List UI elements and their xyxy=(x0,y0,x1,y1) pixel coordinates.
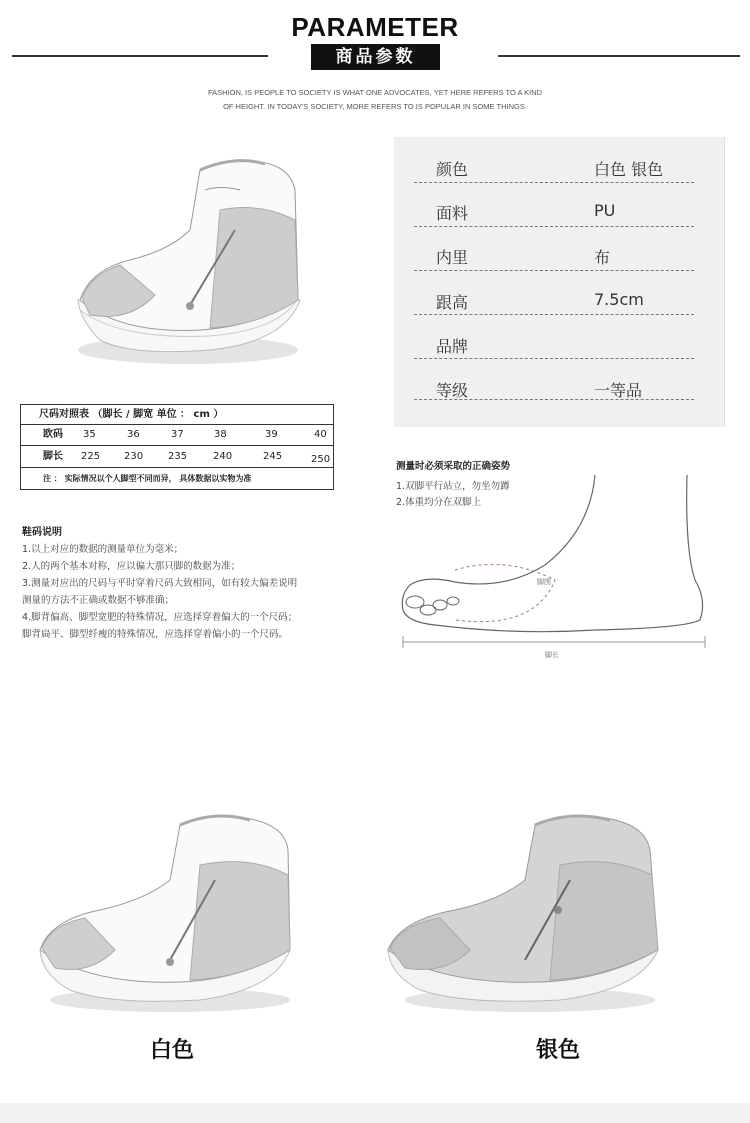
title-divider-right xyxy=(498,55,740,57)
product-image-silver xyxy=(380,810,670,1015)
spec-label: 跟高 xyxy=(436,293,469,312)
spec-divider xyxy=(414,182,694,183)
foot-length-label: 脚长 xyxy=(545,651,559,659)
size-chart-note-text: 注 ： 实际情况以个人脚型不同而异， 具体数据以实物为准 xyxy=(43,474,252,483)
spec-value: 一等品 xyxy=(594,381,643,400)
spec-divider xyxy=(414,226,694,227)
spec-value: PU xyxy=(594,201,616,220)
spec-value: 布 xyxy=(594,248,611,267)
size-note-line: 4.脚背偏高、脚型宽肥的特殊情况，应选择穿着偏大的一个尺码； xyxy=(22,612,298,623)
size-note-line: 1.以上对应的数据的测量单位为毫米； xyxy=(22,544,184,555)
size-row-length xyxy=(21,446,333,468)
spec-divider xyxy=(414,270,694,271)
size-chart-note xyxy=(21,468,333,489)
size-note-line: 脚背扁平、脚型纤瘦的特殊情况，应选择穿着偏小的一个尺码。 xyxy=(22,629,289,640)
size-cell: 240 xyxy=(213,451,233,462)
spec-row xyxy=(394,231,725,275)
spec-label: 品牌 xyxy=(436,337,469,356)
spec-row xyxy=(394,187,725,231)
tagline-line-2: OF HEIGHT. IN TODAY'S SOCIETY, MORE REFERS TO IS POPULAR IN SOME THINGS. xyxy=(223,102,527,111)
size-cell: 35 xyxy=(83,429,96,440)
size-chart-title: 尺码对照表 （脚长 / 脚宽 单位 ： cm ） xyxy=(39,409,224,420)
size-cell: 235 xyxy=(168,451,188,462)
size-notes-title: 鞋码说明 xyxy=(22,527,62,538)
spec-divider xyxy=(414,399,694,400)
size-note-line: 2.人的两个基本对称，应以偏大那只脚的数据为准； xyxy=(22,561,241,572)
size-cell: 250 xyxy=(311,454,331,465)
spec-row xyxy=(394,364,725,408)
foot-girth-label: 脚围 xyxy=(537,578,551,586)
spec-label: 面料 xyxy=(436,204,469,223)
foot-diagram xyxy=(395,470,715,665)
measure-instruction: 1.双脚平行站立，勿坐勿蹲 xyxy=(396,481,510,492)
size-cell: 245 xyxy=(263,451,283,462)
size-cell: 39 xyxy=(265,429,278,440)
tagline xyxy=(150,86,600,114)
title-divider-left xyxy=(12,55,268,57)
size-cell: 38 xyxy=(214,429,227,440)
footer-band xyxy=(0,1103,750,1123)
color-label-silver: 银色 xyxy=(536,1038,581,1063)
size-cell: 230 xyxy=(124,451,144,462)
size-cell: 36 xyxy=(127,429,140,440)
tagline-line-1: FASHION, IS PEOPLE TO SOCIETY IS WHAT ONE ADVOCATES, YET HERE REFERS TO A KIND xyxy=(207,88,543,97)
measure-instruction: 2.体重均分在双脚上 xyxy=(396,497,482,508)
spec-label: 颜色 xyxy=(436,160,469,179)
size-row-label: 脚长 xyxy=(43,451,63,462)
size-chart xyxy=(20,404,334,490)
size-cell: 225 xyxy=(81,451,101,462)
size-note-line: 测量的方法不正确或数据不够准确； xyxy=(22,595,175,606)
size-cell: 37 xyxy=(171,429,184,440)
spec-label: 等级 xyxy=(436,381,469,400)
spec-label: 内里 xyxy=(436,248,469,267)
size-cell: 40 xyxy=(314,429,327,440)
page-title: PARAMETER xyxy=(291,12,459,42)
product-image-main xyxy=(60,150,310,375)
size-row-eu xyxy=(21,425,333,446)
measure-title: 测量时必须采取的正确姿势 xyxy=(396,461,511,472)
spec-value: 7.5cm xyxy=(594,290,644,309)
product-image-white xyxy=(30,810,300,1015)
size-row-label: 欧码 xyxy=(43,429,63,440)
page-subtitle: 商品参数 xyxy=(311,44,440,70)
spec-divider xyxy=(414,314,694,315)
spec-row xyxy=(394,143,725,187)
spec-panel xyxy=(394,137,725,427)
size-note-line: 3.测量对应出的尺码与平时穿着尺码大致相同，如有较大偏差说明 xyxy=(22,578,298,589)
spec-divider xyxy=(414,358,694,359)
color-label-white: 白色 xyxy=(150,1038,195,1063)
spec-value: 白色 银色 xyxy=(594,160,664,179)
size-chart-header xyxy=(21,405,333,425)
